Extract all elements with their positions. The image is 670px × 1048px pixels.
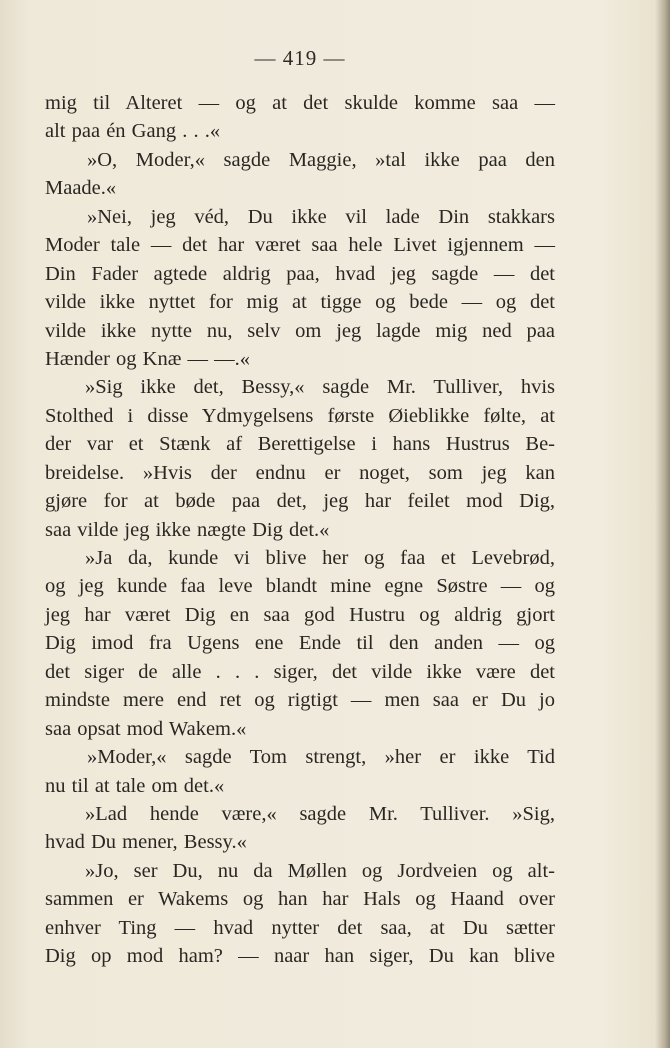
text-line: Moder tale — det har været saa hele Livet igjennem — [45, 234, 555, 257]
text-line: mindste mere end ret og rigtigt — men saa er Du jo [45, 689, 555, 712]
text-line: »Moder,« sagde Tom strengt, »her er ikke Tid [87, 746, 555, 769]
text-line: Maade.« [45, 177, 117, 200]
text-line: »Nei, jeg véd, Du ikke vil lade Din stakkars [87, 205, 555, 228]
text-line: alt paa én Gang . . .« [45, 120, 221, 143]
text-line: »Lad hende være,« sagde Mr. Tulliver. »Sig, [85, 802, 555, 825]
text-line: vilde ikke nyttet for mig at tigge og bede — og det [45, 291, 555, 314]
text-line: enhver Ting — hvad nytter det saa, at Du sætter [45, 916, 555, 939]
text-line: jeg har været Dig en saa god Hustru og aldrig gjort [45, 603, 555, 626]
text-line: vilde ikke nytte nu, selv om jeg lagde mig ned paa [45, 319, 555, 342]
text-line: saa vilde jeg ikke nægte Dig det.« [45, 518, 330, 541]
text-line: Dig imod fra Ugens ene Ende til den anden — og [45, 632, 555, 655]
text-line: »Ja da, kunde vi blive her og faa et Levebrød, [85, 547, 555, 569]
text-line: Hænder og Knæ — —.« [45, 347, 251, 370]
text-line: mig til Alteret — og at det skulde komme saa — [45, 92, 555, 114]
body-text [45, 89, 555, 971]
text-line: der var et Stænk af Berettigelse i hans Hustrus Be- [45, 433, 555, 456]
text-line: breidelse. »Hvis der endnu er noget, som jeg kan [45, 461, 555, 484]
text-line: hvad Du mener, Bessy.« [45, 831, 247, 854]
text-line: Stolthed i disse Ydmygelsens første Øieblikke følte, at [45, 404, 555, 427]
text-line: og jeg kunde faa leve blandt mine egne Søstre — og [45, 575, 555, 598]
text-line: »O, Moder,« sagde Maggie, »tal ikke paa den [87, 148, 555, 171]
text-line: »Jo, ser Du, nu da Møllen og Jordveien og alt- [85, 859, 555, 882]
text-line: Dig op mod ham? — naar han siger, Du kan blive [45, 945, 555, 968]
text-line: nu til at tale om det.« [45, 774, 225, 797]
text-line: gjøre for at bøde paa det, jeg har feilet mod Dig, [45, 490, 555, 513]
text-line: det siger de alle . . . siger, det vilde ikke være det [45, 660, 555, 683]
text-line: sammen er Wakems og han har Hals og Haand over [45, 888, 555, 911]
page-number: — 419 — [254, 46, 346, 70]
text-line: Din Fader agtede aldrig paa, hvad jeg sagde — det [45, 262, 555, 285]
text-line: saa opsat mod Wakem.« [45, 717, 247, 740]
text-line: »Sig ikke det, Bessy,« sagde Mr. Tulliver, hvis [85, 376, 555, 399]
